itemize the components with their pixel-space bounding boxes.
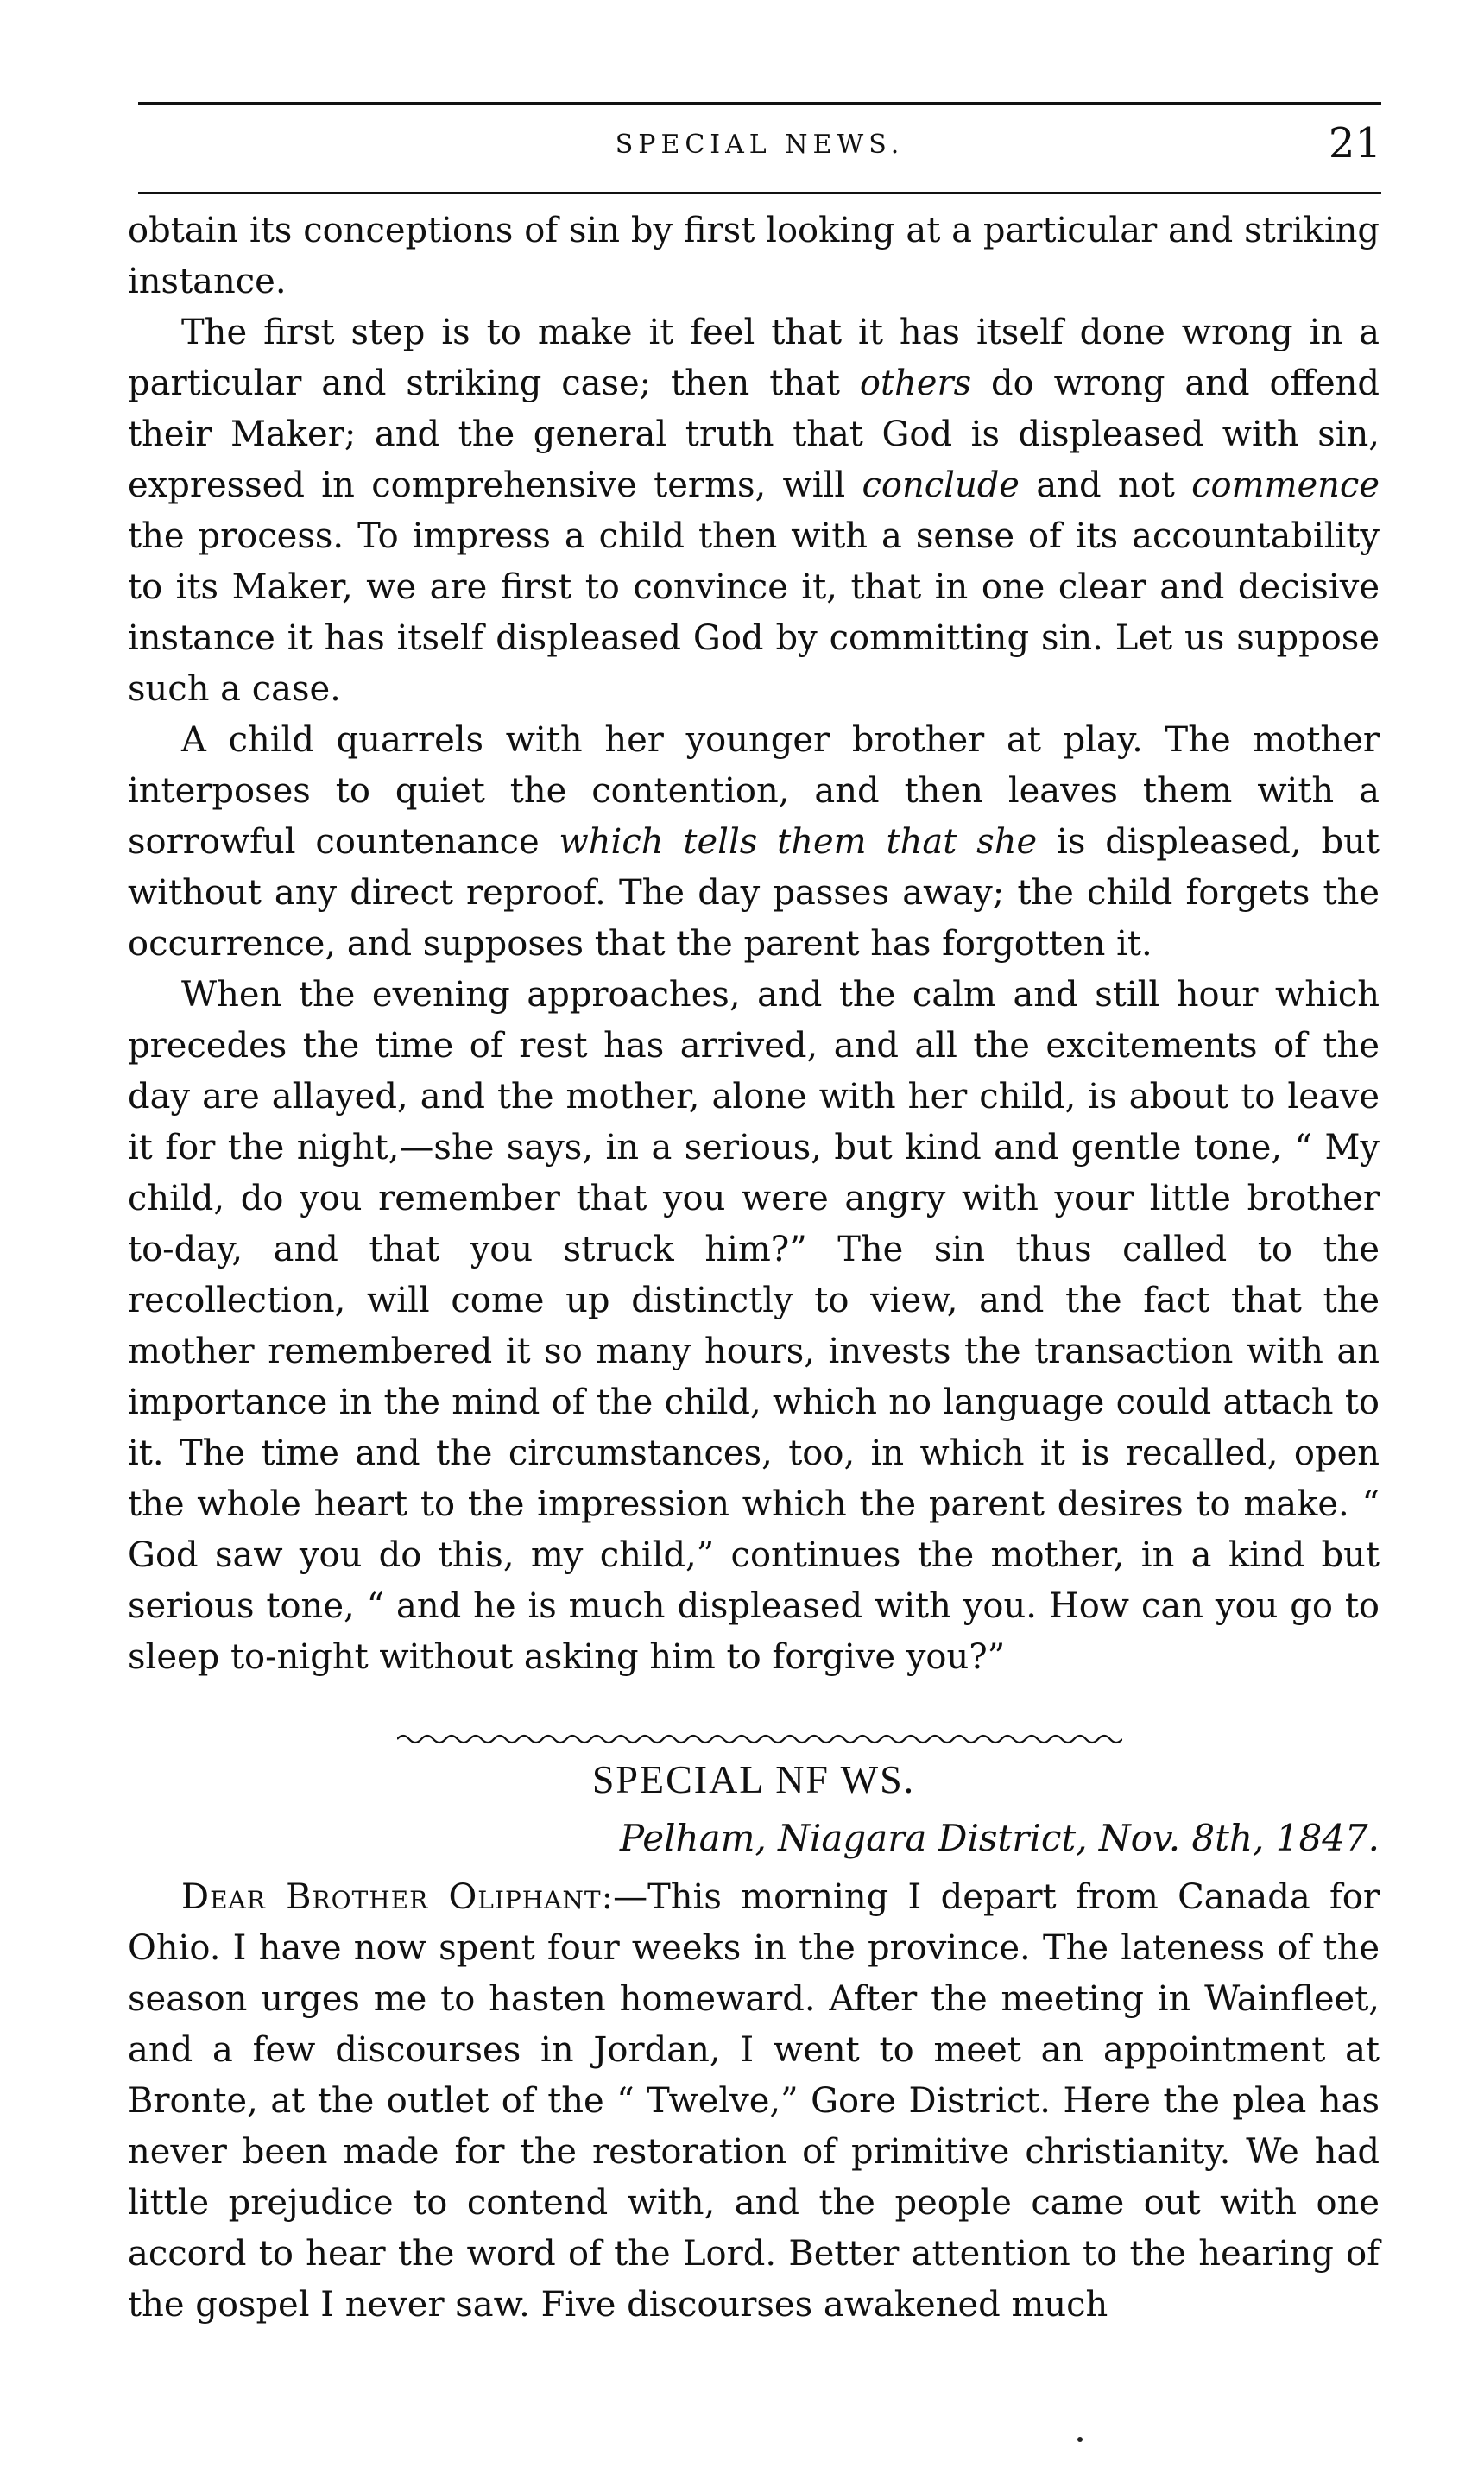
paragraph-2: The first step is to make it feel that it has itself done wrong in a particular and striking case; then that others do wrong and offend their Maker; and the general truth that God is displeased with sin, expressed in comprehensive terms, will conclude and not commence the process. To impress a child then with a sense of its accountability to its Maker, we are first to convince it, that in one clear and decisive instance it has itself displeased God by committing sin. Let us suppose such a case. [128, 313, 1380, 709]
letter-salutation: Dear Brother Oliphant [181, 1877, 602, 1917]
running-title: SPECIAL NEWS. [615, 130, 905, 160]
letter-body [128, 1872, 1380, 2331]
header-bottom-rule [138, 192, 1381, 194]
print-speck [1077, 2437, 1083, 2442]
header-top-rule [138, 102, 1381, 105]
article-body [128, 206, 1380, 1683]
letter-paragraph: Dear Brother Oliphant:—This morning I depart from Canada for Ohio. I have now spent four weeks in the province. The lateness of the season urges me to hasten homeward. After the meeting in Wainfleet, and a few discourses in Jordan, I went to meet an appointment at Bronte, at the outlet of the “ Twelve,” Gore District. Here the plea has never been made for the restoration of primitive christianity. We had little prejudice to contend with, and the people came out with one accord to hear the word of the Lord. Better attention to the hearing of the gospel I never saw. Five discourses awakened much [128, 1877, 1380, 2325]
page-number: 21 [1328, 119, 1381, 168]
paragraph-4: When the evening approaches, and the calm and still hour which precedes the time of rest has arrived, and all the excitements of the day are allayed, and the mother, alone with her child, is about to leave it for the night,—she says, in a serious, but kind and gentle tone, “ My child, do you remember that you were angry with your little brother to-day, and that you struck him?” The sin thus called to the recollection, will come up distinctly to view, and the fact that the mother remembered it so many hours, invests the transaction with an importance in the mind of the child, which no language could attach to it. The time and the circumstances, too, in which it is recalled, open the whole heart to the impression which the parent desires to make. “ God saw you do this, my child,” continues the mother, in a kind but serious tone, “ and he is much displeased with you. How can you go to sleep to-night without asking him to forgive you?” [128, 975, 1380, 1677]
section-title: SPECIAL NF WS. [591, 1757, 916, 1801]
letter-dateline: Pelham, Niagara District, Nov. 8th, 1847. [619, 1817, 1380, 1859]
running-head [138, 119, 1381, 171]
wavy-divider-ornament [397, 1731, 1122, 1748]
paragraph-1: obtain its conceptions of sin by first looking at a particular and striking instance. [128, 211, 1380, 301]
paragraph-3: A child quarrels with her younger brother at play. The mother interposes to quiet the contention, and then leaves them with a sorrowful countenance which tells them that she is displeased, but without any direct reproof. The day passes away; the child forgets the occurrence, and supposes that the parent has forgotten it. [128, 720, 1380, 964]
